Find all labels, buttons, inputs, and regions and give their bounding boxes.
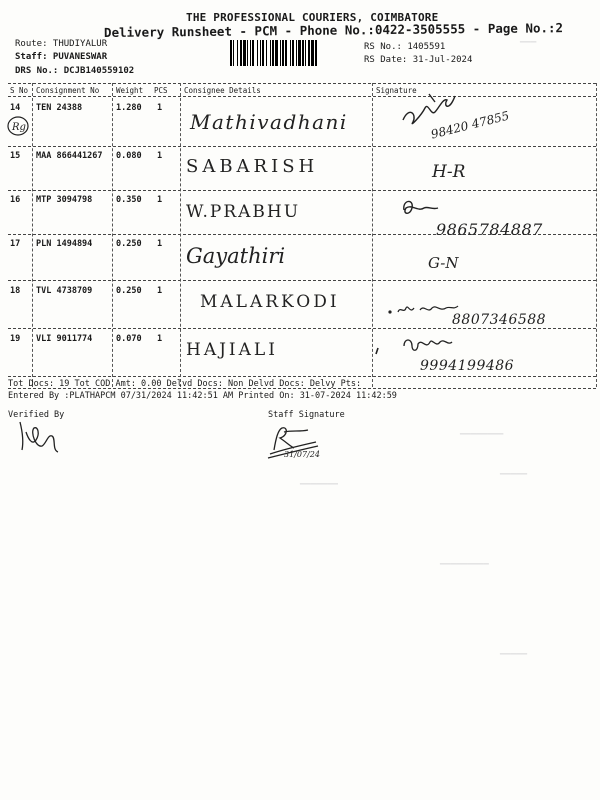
row-consignment: MTP 3094798	[36, 195, 93, 205]
signature-scribble	[384, 298, 464, 320]
col-sno: S No	[10, 86, 29, 95]
consignee-name: Gayathiri	[186, 244, 286, 268]
row-sno: 14	[10, 103, 21, 113]
signature-phone: 8807346588	[452, 312, 547, 328]
barcode	[230, 40, 356, 66]
col-consignment: Consignment No	[36, 86, 100, 95]
row-sno: 18	[10, 286, 21, 296]
signature-phone: 98420 47855	[429, 108, 511, 142]
row-consignment: PLN 1494894	[36, 239, 93, 249]
signature-scribble	[395, 86, 465, 134]
svg-text:Rg: Rg	[12, 122, 26, 133]
row-consignment: TVL 4738709	[36, 286, 93, 296]
signature-phone: 9865784887	[436, 220, 543, 239]
col-pcs: PCS	[154, 86, 168, 95]
totals-line: Tot Docs: 19 Tot COD Amt: 0.00 Delvd Docs: Non Delvd Docs: Delvy Pts:	[8, 379, 362, 389]
signature-initials: H-R	[432, 162, 466, 182]
row-weight: 0.080	[116, 151, 142, 161]
row-sno: 16	[10, 195, 21, 205]
consignee-name: W.PRABHU	[186, 202, 301, 222]
row-pcs: 1	[157, 286, 163, 296]
verified-by-label: Verified By	[8, 410, 65, 420]
consignee-name: MALARKODI	[200, 292, 340, 312]
col-weight: Weight	[116, 86, 144, 95]
entered-by-line: Entered By :PLATHAPCM 07/31/2024 11:42:51 AM Printed On: 31-07-2024 11:42:59	[8, 391, 397, 401]
consignee-name: SABARISH	[186, 156, 319, 177]
signature-phone: 9994199486	[420, 358, 515, 374]
row-sno: 17	[10, 239, 21, 249]
row-sno: 15	[10, 151, 21, 161]
rs-number: RS No.: 1405591	[364, 42, 446, 52]
company-title: THE PROFESSIONAL COURIERS, COIMBATORE	[186, 11, 439, 24]
staff-signature-date: 31/07/24	[284, 450, 320, 459]
row-weight: 0.250	[116, 239, 142, 249]
row-pcs: 1	[157, 195, 163, 205]
row-pcs: 1	[157, 239, 163, 249]
row-weight: 0.070	[116, 334, 142, 344]
row-pcs: 1	[157, 334, 163, 344]
row-weight: 1.280	[116, 103, 142, 113]
consignee-name: Mathivadhani	[190, 110, 348, 134]
row-weight: 0.350	[116, 195, 142, 205]
verifier-signature	[14, 416, 64, 458]
stamp-mark	[5, 114, 31, 138]
staff-label: Staff: PUVANESWAR	[15, 52, 108, 62]
consignee-name: HAJIALI	[186, 340, 278, 360]
row-consignment: MAA 866441267	[36, 151, 103, 161]
route-label: Route: THUDIYALUR	[15, 39, 108, 49]
row-consignment: VLI 9011774	[36, 334, 93, 344]
row-pcs: 1	[157, 103, 163, 113]
drs-number: DRS No.: DCJB140559102	[15, 66, 135, 76]
signature-scribble	[398, 196, 448, 220]
col-consignee: Consignee Details	[184, 86, 261, 95]
signature-scribble	[370, 334, 460, 358]
row-weight: 0.250	[116, 286, 142, 296]
rs-date: RS Date: 31-Jul-2024	[364, 55, 473, 65]
signature-initials: G-N	[428, 254, 459, 272]
row-consignment: TEN 24388	[36, 103, 83, 113]
staff-signature	[264, 420, 324, 462]
row-pcs: 1	[157, 151, 163, 161]
runsheet-title: Delivery Runsheet - PCM - Phone No.:0422-3505555 - Page No.:2	[103, 20, 564, 40]
row-sno: 19	[10, 334, 21, 344]
col-signature: Signature	[376, 86, 417, 95]
staff-signature-label: Staff Signature	[268, 410, 345, 420]
